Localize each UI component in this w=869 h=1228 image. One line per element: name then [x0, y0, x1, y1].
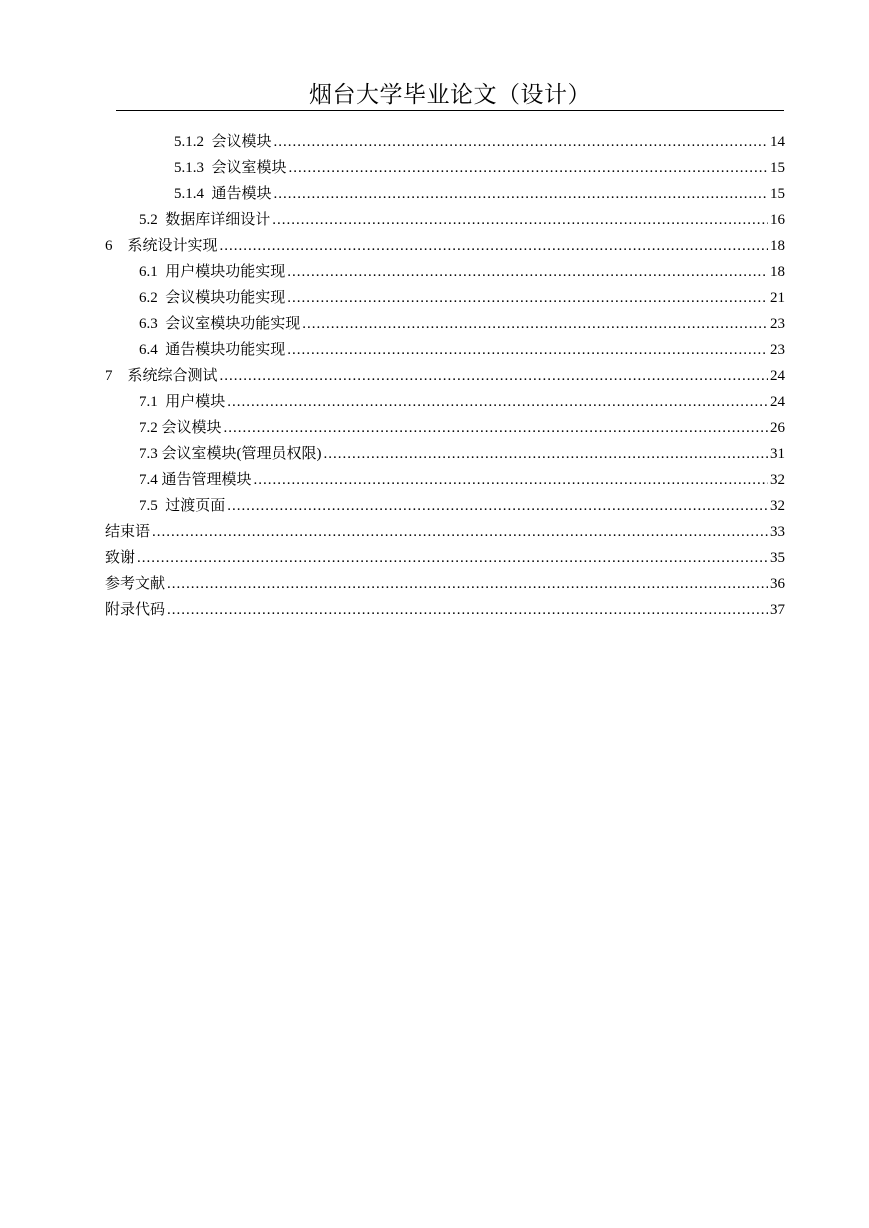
toc-page-number: 24 [770, 394, 785, 410]
toc-entry[interactable] [139, 255, 785, 281]
toc-entry[interactable] [105, 593, 785, 619]
toc-entry-label: 7.5 过渡页面 [139, 498, 226, 514]
toc-entry-label: 结束语 [105, 524, 151, 540]
toc-entry[interactable] [174, 151, 785, 177]
toc-entry-label: 7.3 会议室模块(管理员权限) [139, 446, 322, 462]
toc-page-number: 18 [770, 264, 785, 280]
toc-entry[interactable] [105, 541, 785, 567]
toc-entry[interactable] [174, 177, 785, 203]
toc-page-number: 18 [770, 238, 785, 254]
toc-leader-dots [137, 549, 768, 567]
toc-entry[interactable] [139, 463, 785, 489]
toc-page-number: 32 [770, 472, 785, 488]
toc-page-number: 14 [770, 134, 785, 150]
toc-page-number: 23 [770, 342, 785, 358]
toc-page-number: 35 [770, 550, 785, 566]
toc-entry-label: 6.4 通告模块功能实现 [139, 342, 286, 358]
toc-leader-dots [302, 315, 768, 333]
toc-page-number: 21 [770, 290, 785, 306]
toc-leader-dots [287, 341, 768, 359]
toc-entry-label: 6 系统设计实现 [105, 238, 218, 254]
toc-entry[interactable] [139, 203, 785, 229]
toc-entry[interactable] [139, 307, 785, 333]
toc-leader-dots [287, 263, 768, 281]
toc-entry[interactable] [139, 411, 785, 437]
toc-leader-dots [224, 419, 768, 437]
toc-leader-dots [227, 393, 768, 411]
toc-entry[interactable] [139, 281, 785, 307]
toc-leader-dots [220, 237, 768, 255]
toc-entry[interactable] [105, 567, 785, 593]
toc-page-number: 33 [770, 524, 785, 540]
toc-entry[interactable] [139, 385, 785, 411]
toc-leader-dots [274, 185, 768, 203]
toc-entry-label: 6.3 会议室模块功能实现 [139, 316, 301, 332]
toc-entry[interactable] [105, 229, 785, 255]
toc-entry-label: 附录代码 [105, 602, 166, 618]
toc-entry-label: 6.2 会议模块功能实现 [139, 290, 286, 306]
toc-entry-label: 6.1 用户模块功能实现 [139, 264, 286, 280]
toc-entry[interactable] [139, 333, 785, 359]
toc-entry-label: 5.1.2 会议模块 [174, 134, 272, 150]
toc-leader-dots [287, 289, 768, 307]
toc-entry[interactable] [139, 489, 785, 515]
toc-page-number: 37 [770, 602, 785, 618]
toc-entry-label: 7.4 通告管理模块 [139, 472, 252, 488]
toc-entry-label: 5.2 数据库详细设计 [139, 212, 271, 228]
toc-entry-label: 参考文献 [105, 576, 166, 592]
toc-page-number: 15 [770, 186, 785, 202]
header-title: 烟台大学毕业论文（设计） [309, 82, 591, 108]
toc-entry[interactable] [174, 125, 785, 151]
toc-entry-label: 7 系统综合测试 [105, 368, 218, 384]
toc-leader-dots [220, 367, 768, 385]
toc-leader-dots [254, 471, 768, 489]
toc-page-number: 15 [770, 160, 785, 176]
toc-leader-dots [227, 497, 768, 515]
toc-page-number: 23 [770, 316, 785, 332]
toc-entry-label: 7.2 会议模块 [139, 420, 222, 436]
toc-leader-dots [167, 575, 768, 593]
toc-entry-label: 致谢 [105, 550, 136, 566]
toc-leader-dots [324, 445, 769, 463]
toc-page-number: 24 [770, 368, 785, 384]
toc-entry-label: 5.1.3 会议室模块 [174, 160, 287, 176]
toc-page-number: 31 [770, 446, 785, 462]
toc-entry[interactable] [105, 515, 785, 541]
toc-entry-label: 5.1.4 通告模块 [174, 186, 272, 202]
toc-leader-dots [152, 523, 768, 541]
toc-leader-dots [167, 601, 768, 619]
toc-entry-label: 7.1 用户模块 [139, 394, 226, 410]
toc-page-number: 26 [770, 420, 785, 436]
toc-page-number: 32 [770, 498, 785, 514]
page-header [116, 80, 784, 111]
toc-page-number: 16 [770, 212, 785, 228]
toc-leader-dots [272, 211, 768, 229]
toc-entry[interactable] [139, 437, 785, 463]
toc-leader-dots [289, 159, 768, 177]
toc-page-number: 36 [770, 576, 785, 592]
toc-leader-dots [274, 133, 768, 151]
toc-entry[interactable] [105, 359, 785, 385]
